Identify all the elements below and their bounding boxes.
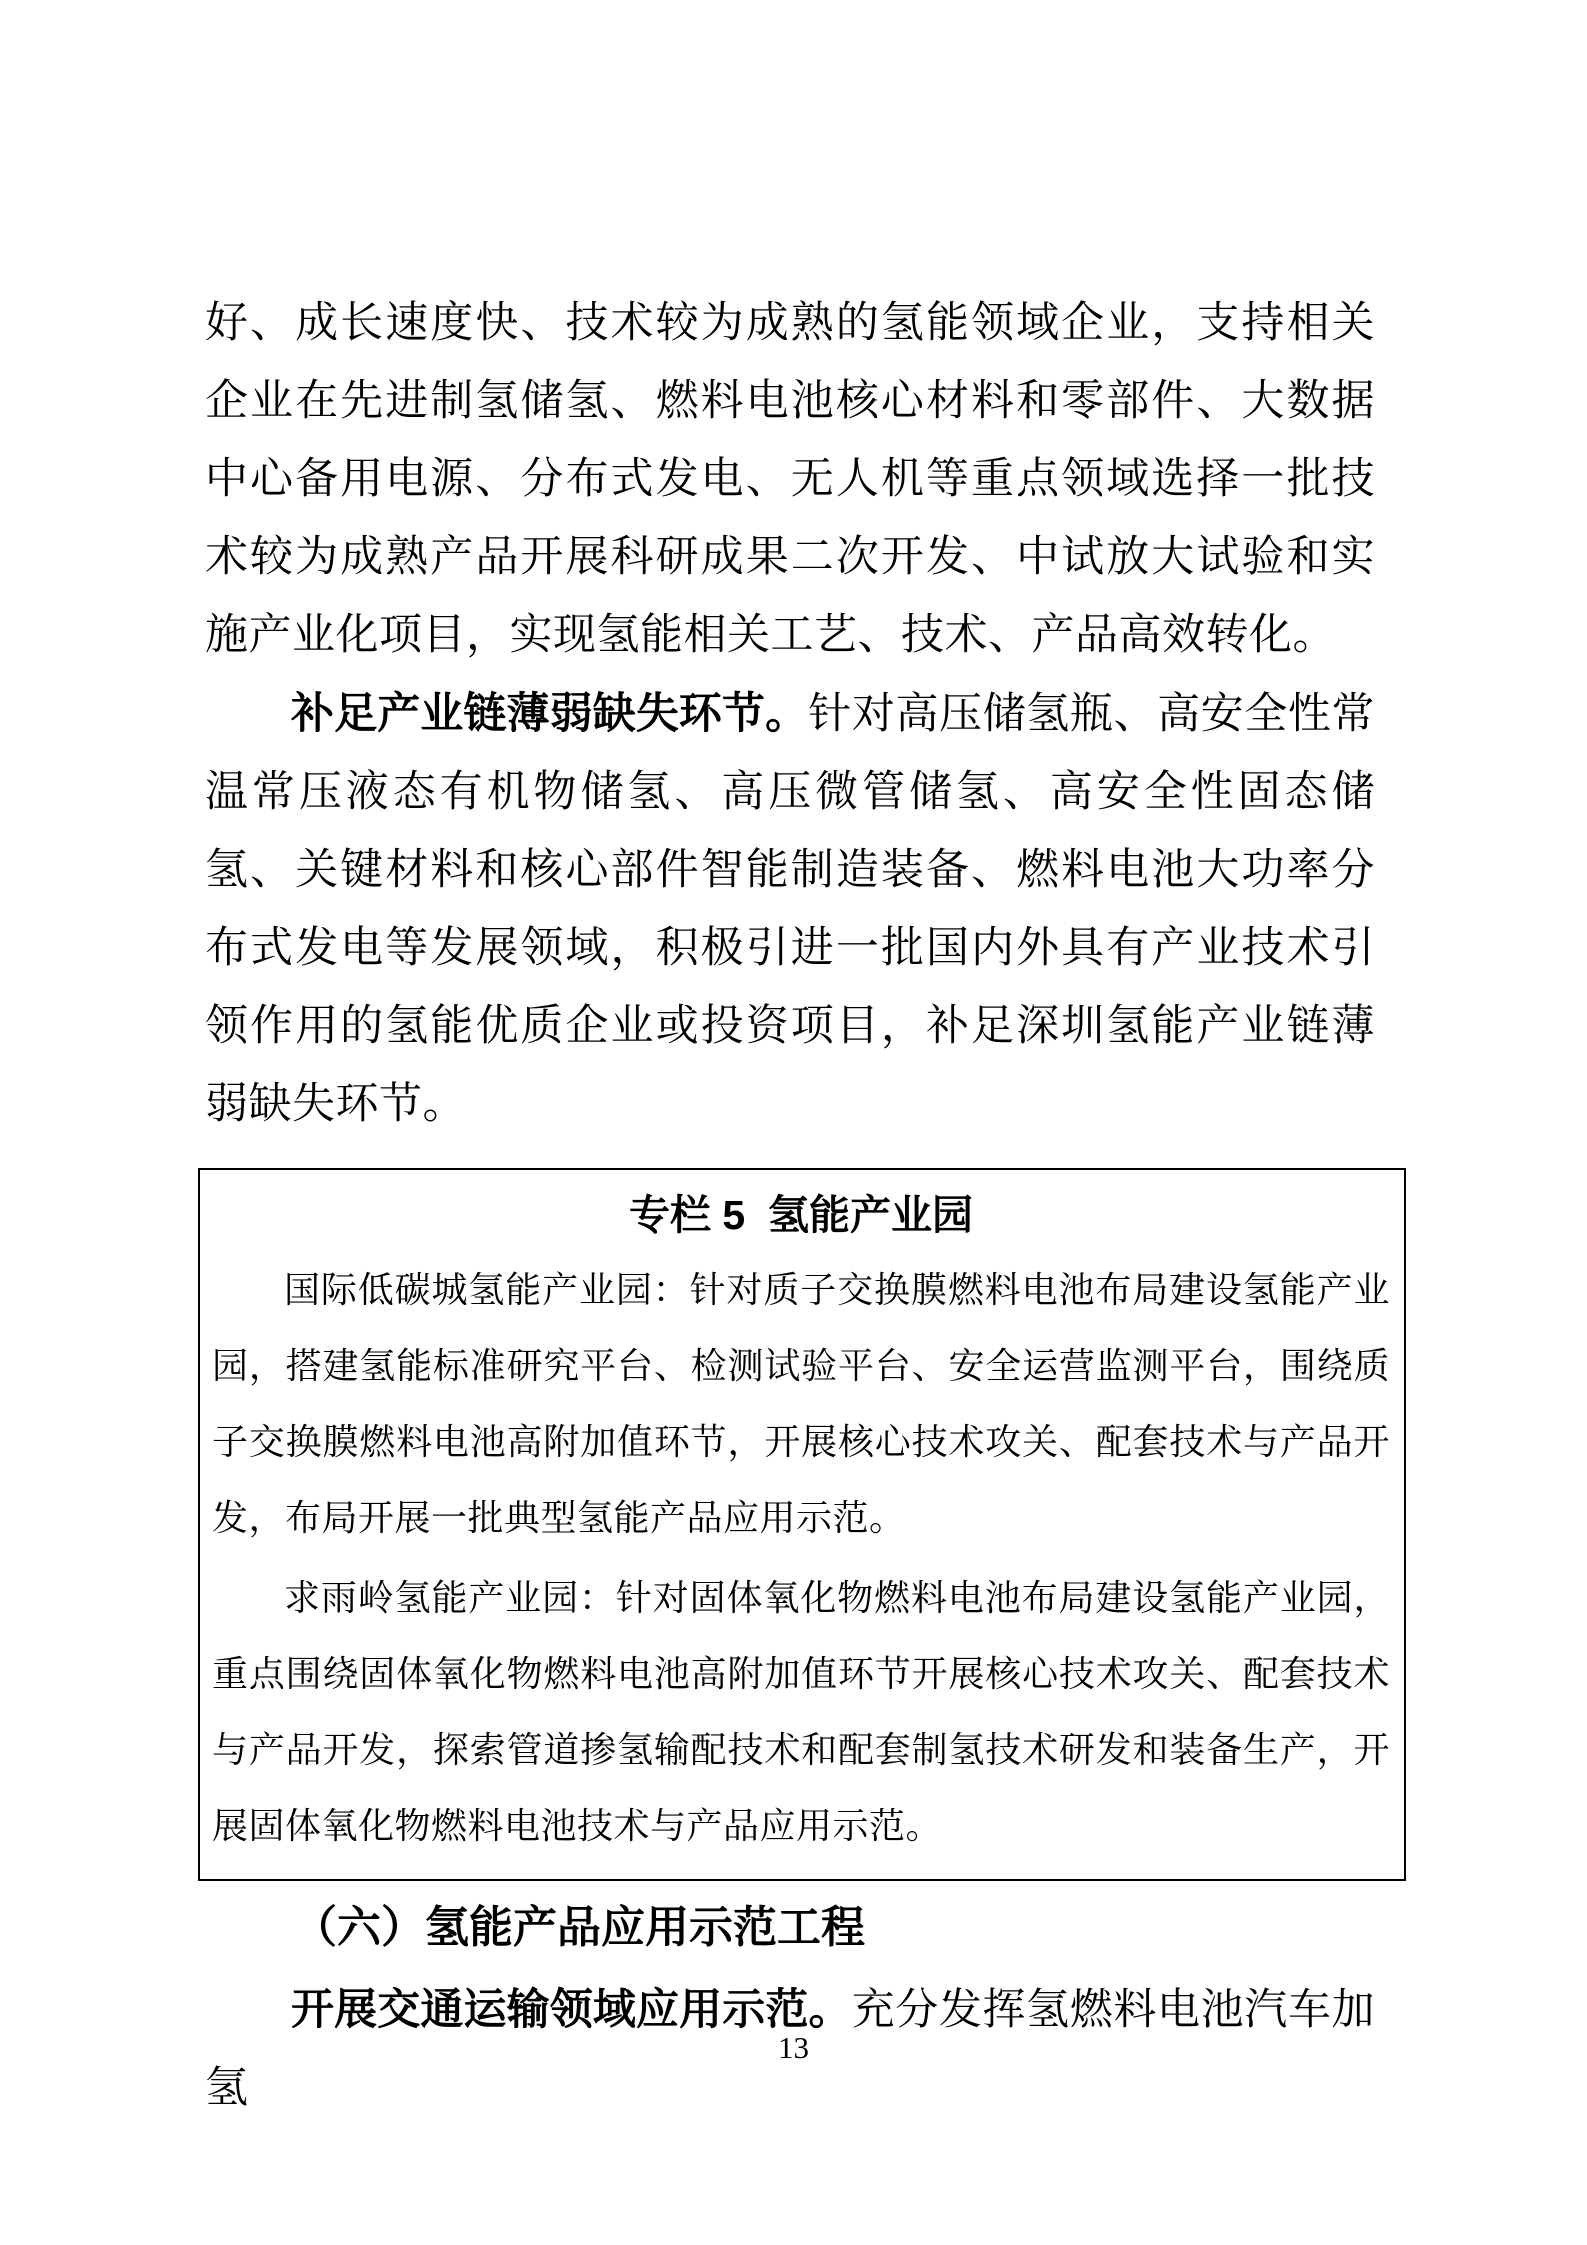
section-heading-6: （六）氢能产品应用示范工程 (293, 1903, 865, 1952)
paragraph-3-text: 充分发挥氢燃料电池汽车加氢 (205, 1987, 1375, 2112)
paragraph-1 (205, 285, 1375, 675)
box-paragraph-2: 求雨岭氢能产业园：针对固体氧化物燃料电池布局建设氢能产业园，重点围绕固体氧化物燃料电池高附加值环节开展核心技术攻关、配套技术与产品开发，探索管道掺氢输配技术和配套制氢技术研发和装备生产，开展固体氧化物燃料电池技术与产品应用示范。 (212, 1578, 1390, 1846)
body-text (205, 285, 1390, 2128)
paragraph-2 (205, 675, 1375, 1144)
box-paragraph-1: 国际低碳城氢能产业园：针对质子交换膜燃料电池布局建设氢能产业园，搭建氢能标准研究平台、检测试验平台、安全运营监测平台，围绕质子交换膜燃料电池高附加值环节，开展核心技术攻关、配套技术与产品开发，布局开展一批典型氢能产品应用示范。 (212, 1270, 1390, 1538)
paragraph-2-bold-lead: 补足产业链薄弱缺失环节。 (291, 690, 809, 738)
column-5-box (198, 1168, 1406, 1881)
column-5-box-title: 专栏 5 氢能产业园 (629, 1192, 973, 1238)
paragraph-1-text: 好、成长速度快、技术较为成熟的氢能领域企业，支持相关企业在先进制氢储氢、燃料电池核心材料和零部件、大数据中心备用电源、分布式发电、无人机等重点领域选择一批技术较为成熟产品开展科研成果二次开发、中试放大试验和实施产业化项目，实现氢能相关工艺、技术、产品高效转化。 (205, 300, 1375, 659)
paragraph-2-text: 针对高压储氢瓶、高安全性常温常压液态有机物储氢、高压微管储氢、高安全性固态储氢、关键材料和核心部件智能制造装备、燃料电池大功率分布式发电等发展领域，积极引进一批国内外具有产业技术引领作用的氢能优质企业或投资项目，补足深圳氢能产业链薄弱缺失环节。 (205, 691, 1375, 1128)
paragraph-3-bold-lead: 开展交通运输领域应用示范。 (291, 1986, 852, 2034)
page-number: 13 (778, 2030, 809, 2065)
